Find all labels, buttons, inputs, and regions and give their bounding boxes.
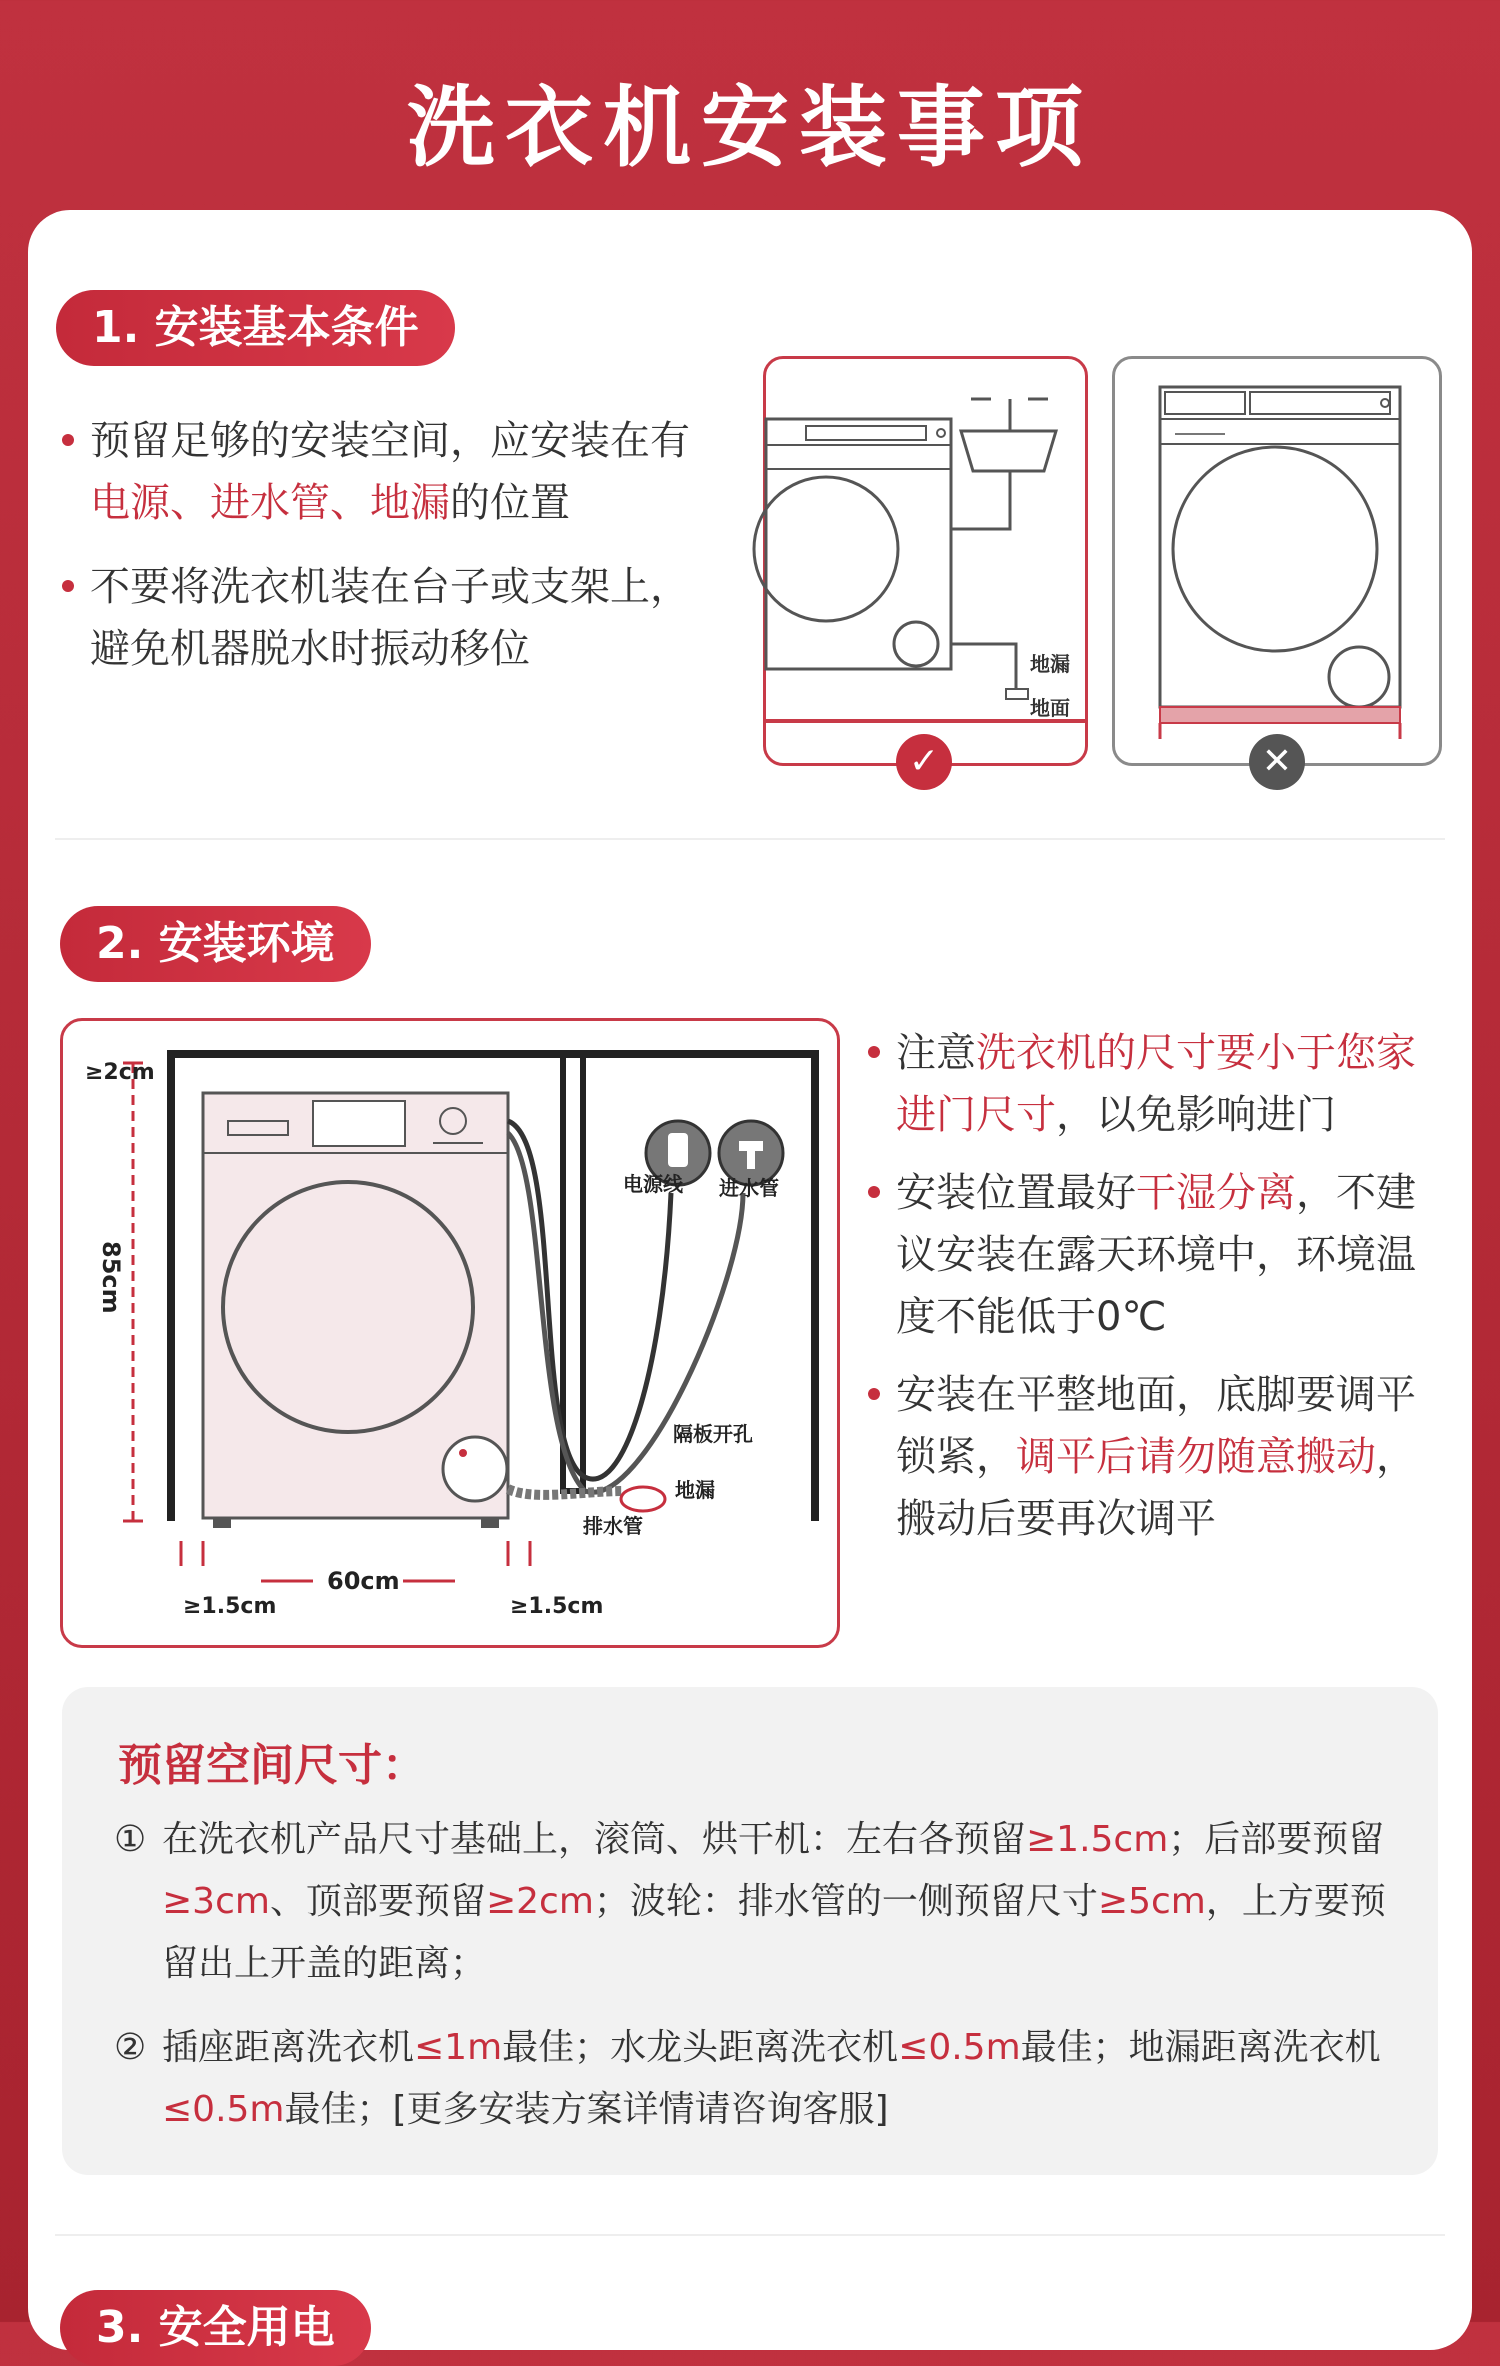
installation-diagram-svg [63, 1021, 837, 1645]
correct-install-illustration [766, 359, 1085, 763]
cross-icon: ✕ [1249, 734, 1305, 790]
section-divider [55, 2234, 1445, 2236]
drain-pipe-label: 排水管 [583, 1514, 643, 1538]
item-number: ① [114, 1819, 147, 1860]
top-gap-label: ≥2cm [85, 1060, 155, 1085]
check-icon: ✓ [896, 734, 952, 790]
bullet-highlight: 电源、进水管、地漏 [90, 480, 450, 526]
item-text: 最佳；地漏距离洗衣机 [1020, 2027, 1381, 2068]
section2-bullet-3 [864, 1364, 1454, 1550]
item-text: 最佳；水龙头距离洗衣机 [502, 2027, 899, 2068]
section3-badge: 3. 安全用电 [60, 2290, 371, 2366]
section1-bullet-1 [58, 410, 738, 534]
bullet-highlight: 调平后请勿随意搬动 [1016, 1434, 1376, 1480]
power-cord-label: 电源线 [623, 1172, 683, 1196]
right-gap-label: ≥1.5cm [510, 1594, 604, 1619]
bullet-highlight: 洗衣机的尺寸要小于您家进门尺寸 [896, 1030, 1416, 1138]
item-text: ，上方要预留出上开盖的距离； [162, 1881, 1386, 1984]
item-highlight: ≥1.5cm [1026, 1819, 1169, 1860]
wrong-install-illustration [1115, 359, 1439, 763]
bullet-text: 的位置 [450, 480, 570, 526]
item-highlight: ≤1m [414, 2027, 503, 2068]
section2-bullet-1 [864, 1022, 1454, 1146]
section2-bullet-2 [864, 1162, 1454, 1348]
item-text: ；后部要预留 [1168, 1819, 1385, 1860]
item-number: ② [114, 2027, 147, 2068]
bullet-text: 安装在平整地面，底脚要调平锁紧， [896, 1372, 1416, 1480]
section1-bullet-2 [58, 556, 738, 680]
bullet-text: 安装位置最好 [896, 1170, 1136, 1216]
floor-label: 地面 [1030, 696, 1070, 720]
correct-install-figure [763, 356, 1088, 766]
item-text: 、顶部要预留 [269, 1881, 486, 1922]
item-text: 在洗衣机产品尺寸基础上，滚筒、烘干机：左右各预留 [162, 1819, 1027, 1860]
space-requirements-title: 预留空间尺寸： [118, 1740, 426, 1791]
item-text: 插座距离洗衣机 [162, 2027, 415, 2068]
section2-bullets [864, 1022, 1454, 1560]
item-highlight: ≥3cm [162, 1881, 270, 1922]
hole-label: 隔板开孔 [673, 1422, 753, 1446]
section1-bullets [58, 410, 738, 690]
item-text: 最佳；[更多安装方案详情请咨询客服] [284, 2089, 889, 2130]
section1-badge: 1. 安装基本条件 [56, 290, 455, 366]
width-label: 60cm [327, 1567, 400, 1595]
section-divider [55, 838, 1445, 840]
section2-badge: 2. 安装环境 [60, 906, 371, 982]
space-requirements-box [62, 1687, 1438, 2175]
space-requirement-item-1 [114, 1809, 1404, 1995]
item-highlight: ≤0.5m [898, 2027, 1021, 2068]
bullet-text: ，搬动后要再次调平 [896, 1434, 1416, 1542]
bullet-highlight: 干湿分离 [1136, 1170, 1296, 1216]
height-label: 85cm [97, 1241, 125, 1314]
bullet-text: 注意 [896, 1030, 976, 1076]
bullet-text: 不要将洗衣机装在台子或支架上， [90, 564, 690, 610]
left-gap-label: ≥1.5cm [183, 1594, 277, 1619]
bullet-text: 预留足够的安装空间，应安装在有 [90, 418, 690, 464]
page-title: 洗衣机安装事项 [406, 76, 1093, 179]
item-highlight: ≥2cm [485, 1881, 594, 1922]
floor-drain-label: 地漏 [675, 1478, 715, 1502]
bullet-text: ，以免影响进门 [1056, 1092, 1336, 1138]
installation-diagram [60, 1018, 840, 1648]
item-text: ；波轮：排水管的一侧预留尺寸 [593, 1881, 1098, 1922]
bullet-text: ，不建议安装在露天环境中，环境温度不能低于0℃ [896, 1170, 1416, 1340]
bullet-text: 避免机器脱水时振动移位 [90, 626, 530, 672]
content-card [28, 210, 1472, 2353]
water-inlet-label: 进水管 [719, 1176, 779, 1200]
item-highlight: ≥5cm [1097, 1881, 1206, 1922]
space-requirement-item-2 [114, 2017, 1404, 2141]
item-highlight: ≤0.5m [162, 2089, 285, 2130]
drain-label: 地漏 [1030, 652, 1070, 676]
wrong-install-figure [1112, 356, 1442, 766]
